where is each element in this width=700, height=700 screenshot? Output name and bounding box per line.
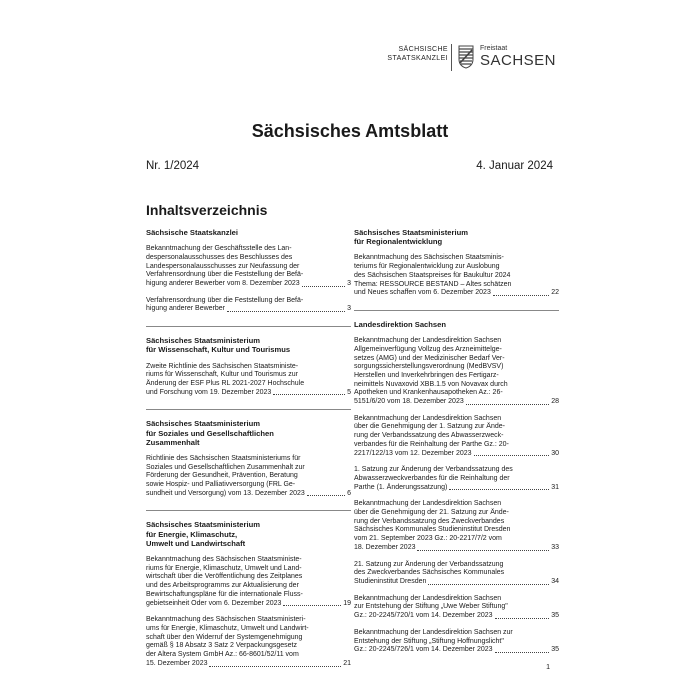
page-ref: 3 — [347, 305, 351, 313]
logo-divider — [451, 44, 452, 71]
page-ref: 28 — [551, 398, 559, 406]
logo-right-small: Freistaat — [480, 45, 508, 52]
toc-entry[interactable]: Verfahrensordnung über die Feststellung der Befä- higung anderer Bewerber 3 — [146, 296, 351, 313]
section-divider — [146, 326, 351, 327]
section-divider — [146, 409, 351, 410]
page-ref: 35 — [551, 612, 559, 620]
toc-entry[interactable]: Bekanntmachung der Landesdirektion Sachsen Allgemeinverfügung Vollzug des Arzneimittelge- setzes (AMG) und der Medizinischer Bedarf Ver- sorgungssicherstellungsverordnung (MedBVSV) Herstellen und Inverkehrbringen des Fertigarz- neimittels Nuvaxovid XBB.1.5 von Novavax durch Apotheken und Krankenhausapotheken Az.: 26- 5151/6/20 vom 18. Dezember 2023 28 — [354, 337, 559, 406]
issue-number: Nr. 1/2024 — [146, 160, 200, 172]
section-heading: Sächsische Staatskanzlei — [146, 228, 239, 237]
toc-entry[interactable]: 1. Satzung zur Änderung der Verbandssatzung des Abwasserzweckverbandes für die Reinhaltung der Parthe (1. Änderungssatzung) 31 — [354, 466, 559, 491]
toc-entry[interactable]: 21. Satzung zur Änderung der Verbandssatzung des Zweckverbandes Sächsisches Kommunales Studieninstitut Dresden 34 — [354, 560, 559, 585]
toc-entry[interactable]: Richtlinie des Sächsischen Staatsministeriums für Soziales und Gesellschaftlichen Zusammenhalt zur Förderung der Gesundheit, Prävention, Beratung sowie Hospiz- und Palliativversorgung (FRL Ge- sundheit und Versorgung) vom 13. Dezember 2023 6 — [146, 454, 351, 497]
logo-right-big: SACHSEN — [480, 52, 557, 69]
page-ref: 22 — [551, 289, 559, 297]
section-heading: Sächsisches Staatsministerium für Energie, Klimaschutz, Umwelt und Landwirtschaft — [146, 520, 260, 548]
section-heading: Sächsisches Staatsministerium für Soziales und Gesellschaftlichen Zusammenhalt — [146, 419, 274, 447]
section-heading: Landesdirektion Sachsen — [354, 319, 446, 329]
toc-entry[interactable]: Bekanntmachung der Landesdirektion Sachsen zur Entstehung der Stiftung „Uwe Weber Stiftung" Gz.: 20-2245/720/1 vom 14. Dezember 2023 35 — [354, 594, 559, 620]
toc-right-column — [354, 228, 559, 655]
logo-left-line2: STAATSKANZLEI — [387, 55, 448, 62]
logo-left-line1: SÄCHSISCHE — [398, 46, 448, 53]
page-ref: 33 — [551, 543, 559, 551]
toc-left-column — [146, 228, 351, 669]
toc-entry[interactable]: Bekanntmachung der Landesdirektion Sachsen über die Genehmigung der 1. Satzung zur Ände- rung der Verbandssatzung des Abwasserzweck- verbandes für die Reinhaltung der Parthe Gz.: 20- 2217/122/13 vom 12. Dezember 2023 30 — [354, 414, 559, 457]
section-heading: Sächsisches Staatsministerium für Wissenschaft, Kultur und Tourismus — [146, 336, 291, 355]
saxony-crest-icon — [458, 45, 474, 69]
toc-entry[interactable]: Bekanntmachung des Sächsischen Staatsministeri- ums für Energie, Klimaschutz, Umwelt und Landwirt- schaft über den Widerruf der Systemgenehmigung gemäß § 18 Absatz 3 Satz 2 Verpackungsgesetz der Altera System GmbH Az.: 66-8601/52/11 vom 15. Dezember 2023 21 — [146, 616, 351, 667]
toc-entry[interactable]: Bekanntmachung der Geschäftsstelle des Lan- despersonalausschusses des Beschlusses des Landespersonalausschusses zur Neufassung der Verfahrensordnung über die Feststellung der Befä- higung anderer Bewerber vom 8. Dezember 2023 3 — [146, 245, 351, 288]
toc-entry[interactable]: Bekanntmachung der Landesdirektion Sachsen über die Genehmigung der 21. Satzung zur Ände- rung der Verbandssatzung des Zweckverbandes Sächsisches Kommunales Studieninstitut Dresden vom 21. September 2023 Gz.: 20-2217/7/2 vom 18. Dezember 2023 33 — [354, 500, 559, 551]
toc-entry[interactable]: Bekanntmachung des Sächsischen Staatsminis- teriums für Regionalentwicklung zur Auslobung des Sächsischen Staatspreises für Baukultur 2024 Thema: RESSOURCE BESTAND – Altes schätzen und Neues schaffen vom 6. Dezember 2023 22 — [354, 254, 559, 297]
page-ref: 34 — [551, 578, 559, 585]
page-number: 1 — [546, 664, 550, 671]
section-heading: Sächsisches Staatsministerium für Regionalentwicklung — [354, 228, 468, 247]
page-ref: 30 — [551, 449, 559, 457]
issue-date: 4. Januar 2024 — [476, 160, 553, 172]
page-ref: 5 — [347, 388, 351, 396]
toc-entry[interactable]: Zweite Richtlinie des Sächsischen Staatsministe- riums für Wissenschaft, Kultur und Tourismus zur Änderung der ESF Plus RL 2021-2027 Hochschule und Forschung vom 19. Dezember 2023 5 — [146, 362, 351, 396]
page-ref: 6 — [347, 489, 351, 497]
page-ref: 35 — [551, 646, 559, 654]
page-ref: 31 — [551, 483, 559, 491]
staatskanzlei-logo-text — [387, 45, 448, 63]
page-ref: 3 — [347, 280, 351, 288]
page-ref: 19 — [343, 599, 351, 607]
section-divider — [354, 310, 559, 311]
freistaat-sachsen-logo-text — [480, 45, 556, 69]
toc-entry[interactable]: Bekanntmachung der Landesdirektion Sachsen zur Entstehung der Stiftung „Stiftung Hoffnungslicht" Gz.: 20-2245/726/1 vom 14. Dezember 2023 35 — [354, 628, 559, 654]
section-divider — [146, 510, 351, 511]
toc-entry[interactable]: Bekanntmachung des Sächsischen Staatsministe- riums für Energie, Klimaschutz, Umwelt und Land- wirtschaft über die Veröffentlichung des Zeitplanes und des Arbeitsprogramms zur Aktualisierung der Bewirtschaftungspläne für die internationale Fluss- gebietseinheit Oder vom 6. Dezember 2023 19 — [146, 556, 351, 607]
toc-title: Inhaltsverzeichnis — [146, 202, 268, 218]
document-title: Sächsisches Amtsblatt — [251, 121, 449, 141]
page-ref: 21 — [343, 659, 351, 667]
